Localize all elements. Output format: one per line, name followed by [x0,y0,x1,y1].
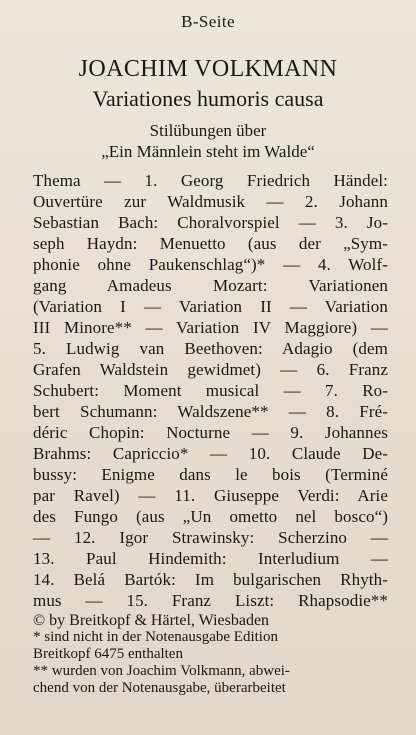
body-line: bert Schumann: Waldszene** — 8. Fré- [33,402,388,421]
body-line: déric Chopin: Nocturne — 9. Johannes [33,423,388,442]
body-line: Brahms: Capriccio* — 10. Claude De- [33,444,388,463]
footnote-line: ** wurden von Joachim Volkmann, abwei- [33,663,290,679]
body-line: Ouvertüre zur Waldmusik — 2. Johann [33,192,388,211]
subtitle-line: „Ein Männlein steht im Walde“ [101,142,315,161]
footnote-line: chend von der Notenausgabe, überarbeitet [33,680,286,696]
body-line: mus — 15. Franz Liszt: Rhapsodie** [33,591,388,610]
body-line: 14. Belá Bartók: Im bulgarischen Rhyth- [33,570,388,589]
body-line: Grafen Waldstein gewidmet) — 6. Franz [33,360,388,379]
body-line: Thema — 1. Georg Friedrich Händel: [33,171,388,190]
footnote-line: Breitkopf 6475 enthalten [33,646,183,662]
footnotes [33,612,388,697]
body-line: Schubert: Moment musical — 7. Ro- [33,381,388,400]
subtitle-line: Stilübungen über [149,121,267,140]
body-line: 5. Ludwig van Beethoven: Adagio (dem [33,339,388,358]
footnote-line: * sind nicht in der Notenausgabe Edition [33,629,278,645]
body-line: 13. Paul Hindemith: Interludium — [33,549,388,568]
body-line: des Fungo (aus „Un ometto nel bosco“) [33,507,388,526]
subtitle [0,120,416,162]
body-line: — 12. Igor Strawinsky: Scherzino — [33,528,388,547]
body-line: Sebastian Bach: Choralvorspiel — 3. Jo- [33,213,388,232]
body-line: phonie ohne Paukenschlag“)* — 4. Wolf- [33,255,388,274]
variations-list [33,170,388,611]
work-title: Variationes humoris causa [92,86,324,111]
body-line: (Variation I — Variation II — Variation [33,297,388,316]
body-line: gang Amadeus Mozart: Variationen [33,276,388,295]
body-line: bussy: Enigme dans le bois (Terminé [33,465,388,484]
copyright-notice: © by Breitkopf & Härtel, Wiesbaden [33,612,270,629]
body-line: par Ravel) — 11. Giuseppe Verdi: Arie [33,486,388,505]
body-line: III Minore** — Variation IV Maggiore) — [33,318,388,337]
side-label: B-Seite [181,12,235,31]
body-line: seph Haydn: Menuetto (aus der „Sym- [33,234,388,253]
composer-name: JOACHIM VOLKMANN [78,56,338,82]
